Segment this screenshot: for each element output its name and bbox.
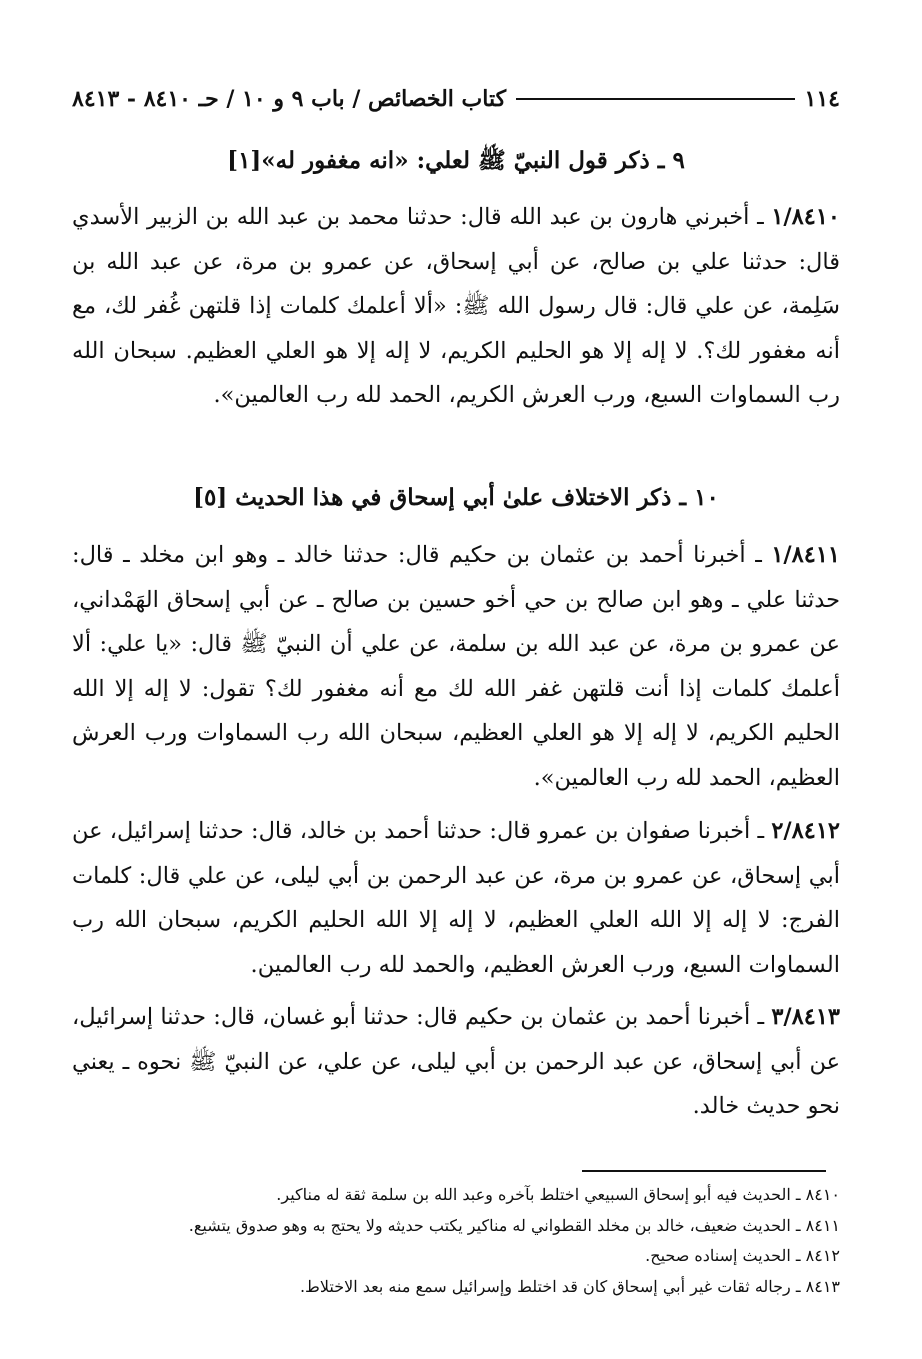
hadith-8410 xyxy=(72,195,840,418)
footnote-8412: ٨٤١٢ ـ الحديث إسناده صحيح. xyxy=(645,1246,840,1265)
footnote-8410: ٨٤١٠ ـ الحديث فيه أبو إسحاق السبيعي اختلط بآخره وعبد الله بن سلمة ثقة له مناكير. xyxy=(276,1185,840,1204)
hadith-text: ـ أخبرنا صفوان بن عمرو قال: حدثنا أحمد بن خالد، قال: حدثنا إسرائيل، عن أبي إسحاق، عن عمرو بن مرة، عن عبد الرحمن بن أبي ليلى، عن علي قال: كلمات الفرج: لا إله إلا الله العلي العظيم، لا إله إلا الله الحليم الكريم، سبحان الله رب السماوات السبع، ورب العرش العظيم، والحمد لله رب العالمين. xyxy=(72,818,840,978)
hadith-number: ١/٨٤١١ xyxy=(771,542,840,568)
hadith-number: ١/٨٤١٠ xyxy=(771,204,840,230)
hadith-text: ـ أخبرني هارون بن عبد الله قال: حدثنا محمد بن عبد الله بن الزبير الأسدي قال: حدثنا علي بن صالح، عن أبي إسحاق، عن عمرو بن مرة، عن عبد الله بن سَلِمة، عن علي قال: قال رسول الله ﷺ: «ألا أعلمك كلمات إذا قلتهن غُفر لك، مع أنه مغفور لك؟. لا إله إلا هو الحليم الكريم، لا إله إلا هو العلي العظيم. سبحان الله رب السماوات السبع، ورب العرش الكريم، الحمد لله رب العالمين». xyxy=(72,204,840,409)
page-number: ١١٤ xyxy=(804,86,840,112)
chapter-heading-9: ٩ ـ ذكر قول النبيّ ﷺ لعلي: «انه مغفور له»[١] xyxy=(227,147,685,174)
hadith-8412 xyxy=(72,809,840,987)
page-header xyxy=(72,82,840,116)
footnotes xyxy=(72,1180,840,1302)
hadith-8413 xyxy=(72,995,840,1129)
footnote-8413: ٨٤١٣ ـ رجاله ثقات غير أبي إسحاق كان قد اختلط وإسرائيل سمع منه بعد الاختلاط. xyxy=(299,1276,840,1296)
hadith-text: ـ أخبرنا أحمد بن عثمان بن حكيم قال: حدثنا أبو غسان، قال: حدثنا إسرائيل، عن أبي إسحاق، عن عبد الرحمن بن أبي ليلى، عن علي، عن النبيّ ﷺ نحوه ـ يعني نحو حديث خالد. xyxy=(72,1004,840,1120)
running-title: كتاب الخصائص / باب ٩ و ١٠ / حـ ٨٤١٠ - ٨٤١٣ xyxy=(72,86,507,112)
footnote-8411: ٨٤١١ ـ الحديث ضعيف، خالد بن مخلد القطواني له مناكير يكتب حديثه ولا يحتج به وهو صدوق يتشيع. xyxy=(188,1215,840,1235)
hadith-text: ـ أخبرنا أحمد بن عثمان بن حكيم قال: حدثنا خالد ـ وهو ابن مخلد ـ قال: حدثنا علي ـ وهو ابن صالح بن حي أخو حسين بن صالح ـ عن أبي إسحاق الهَمْداني، عن عمرو بن مرة، عن عبد الله بن سلمة، عن علي أن النبيّ ﷺ قال: «يا علي: ألا أعلمك كلمات إذا أنت قلتهن غفر الله لك مع أنه مغفور لك؟ تقول: لا إله إلا الله الحليم الكريم، لا إله إلا هو العلي العظيم، سبحان الله رب السماوات ورب العرش العظيم، الحمد لله رب العالمين». xyxy=(72,542,840,791)
header-rule xyxy=(516,98,794,100)
hadith-8411 xyxy=(72,533,840,801)
chapter-heading-10: ١٠ ـ ذكر الاختلاف علىٰ أبي إسحاق في هذا الحديث [٥] xyxy=(193,484,719,511)
hadith-number: ٣/٨٤١٣ xyxy=(771,1004,840,1030)
hadith-number: ٢/٨٤١٢ xyxy=(771,818,840,844)
footnote-separator xyxy=(582,1170,826,1172)
